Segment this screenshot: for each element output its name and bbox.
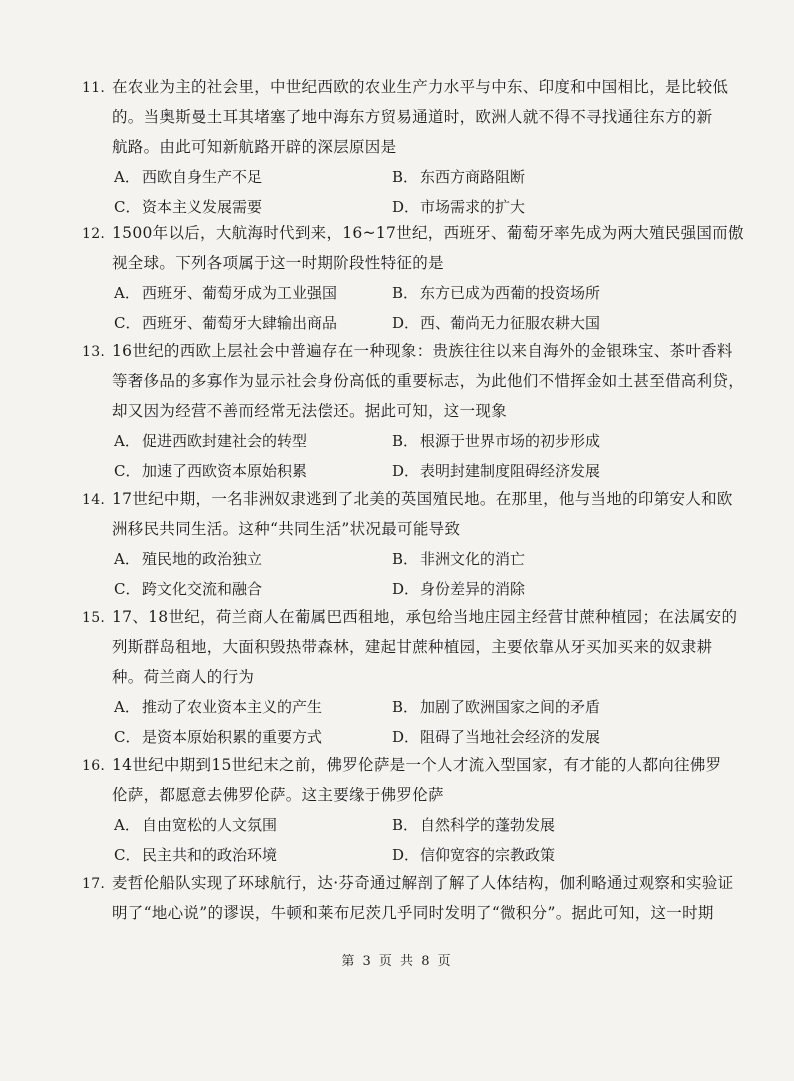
option-c[interactable]: C． 民主共和的政治环境	[114, 846, 278, 864]
question-13	[82, 336, 745, 486]
option-a[interactable]: A． 殖民地的政治独立	[114, 550, 263, 568]
question-stem-line: 却又因为经营不善而经常无法偿还。据此可知，这一现象	[112, 402, 508, 420]
question-stem-line: 13. 16世纪的西欧上层社会中普遍存在一种现象：贵族往往以来自海外的金银珠宝、茶叶香料	[82, 336, 722, 366]
option-d[interactable]: D．表明封建制度阻碍经济发展	[392, 462, 601, 480]
option-b[interactable]: B． 非洲文化的消亡	[392, 550, 526, 568]
option-d[interactable]: D．西、葡尚无力征服农耕大国	[392, 314, 601, 332]
option-a[interactable]: A． 推动了农业资本主义的产生	[114, 698, 323, 716]
option-b[interactable]: B． 东方已成为西葡的投资场所	[392, 284, 601, 302]
option-row	[82, 426, 722, 456]
option-row	[82, 544, 722, 574]
question-number: 13.	[82, 344, 106, 360]
option-a[interactable]: A． 自由宽松的人文氛围	[114, 816, 278, 834]
question-stem-line: 15. 17、18世纪，荷兰商人在葡属巴西租地，承包给当地庄园主经营甘蔗种植园；在法属安的	[82, 602, 722, 632]
question-number: 17.	[82, 876, 106, 892]
option-row	[82, 456, 722, 486]
option-c[interactable]: C． 资本主义发展需要	[114, 198, 263, 216]
question-stem-line: 航路。由此可知新航路开辟的深层原因是	[112, 138, 397, 156]
question-stem-line: 11. 在农业为主的社会里，中世纪西欧的农业生产力水平与中东、印度和中国相比，是比较低	[82, 72, 722, 102]
question-stem-line: 视全球。下列各项属于这一时期阶段性特征的是	[112, 254, 444, 272]
option-d[interactable]: D．市场需求的扩大	[392, 198, 526, 216]
option-a[interactable]: A． 促进西欧封建社会的转型	[114, 432, 308, 450]
question-number: 16.	[82, 758, 106, 774]
question-number: 12.	[82, 226, 106, 242]
question-stem-line: 等奢侈品的多寡作为显示社会身份高低的重要标志，为此他们不惜挥金如土甚至借高利贷，	[112, 372, 745, 390]
question-16	[82, 750, 722, 870]
option-row	[82, 692, 722, 722]
option-c[interactable]: C． 西班牙、葡萄牙大肆输出商品	[114, 314, 338, 332]
option-c[interactable]: C． 加速了西欧资本原始积累	[114, 462, 308, 480]
option-row	[82, 722, 722, 752]
page-footer: 第 3 页 共 8 页	[341, 954, 453, 969]
question-stem-line: 洲移民共同生活。这种“共同生活”状况最可能导致	[112, 520, 461, 538]
option-row	[82, 162, 722, 192]
question-number: 11.	[82, 80, 106, 96]
question-stem-line: 的。当奥斯曼土耳其堵塞了地中海东方贸易通道时，欧洲人就不得不寻找通往东方的新	[112, 108, 713, 126]
option-row	[82, 308, 722, 338]
question-17	[82, 868, 734, 928]
question-stem-line: 列斯群岛租地，大面积毁热带森林，建起甘蔗种植园，主要依靠从牙买加买来的奴隶耕	[112, 638, 713, 656]
option-b[interactable]: B． 加剧了欧洲国家之间的矛盾	[392, 698, 601, 716]
option-row	[82, 278, 722, 308]
question-stem-line: 17. 麦哲伦船队实现了环球航行，达·芬奇通过解剖了解了人体结构，伽利略通过观察和实验证	[82, 868, 722, 898]
question-12	[82, 218, 744, 338]
option-row	[82, 574, 722, 604]
question-15	[82, 602, 738, 752]
question-number: 14.	[82, 492, 106, 508]
option-b[interactable]: B． 自然科学的蓬勃发展	[392, 816, 556, 834]
option-b[interactable]: B． 根源于世界市场的初步形成	[392, 432, 601, 450]
option-b[interactable]: B． 东西方商路阻断	[392, 168, 526, 186]
question-stem-line: 12. 1500年以后，大航海时代到来，16~17世纪，西班牙、葡萄牙率先成为两大殖民强国而傲	[82, 218, 722, 248]
question-11	[82, 72, 729, 222]
question-number: 15.	[82, 610, 106, 626]
option-d[interactable]: D．信仰宽容的宗教政策	[392, 846, 556, 864]
option-c[interactable]: C． 跨文化交流和融合	[114, 580, 263, 598]
question-stem-line: 种。荷兰商人的行为	[112, 668, 255, 686]
option-a[interactable]: A． 西班牙、葡萄牙成为工业强国	[114, 284, 338, 302]
option-row	[82, 840, 722, 870]
option-d[interactable]: D．身份差异的消除	[392, 580, 526, 598]
question-stem-line: 16. 14世纪中期到15世纪末之前，佛罗伦萨是一个人才流入型国家，有才能的人都向往佛罗	[82, 750, 722, 780]
option-c[interactable]: C． 是资本原始积累的重要方式	[114, 728, 323, 746]
question-stem-line: 14. 17世纪中期，一名非洲奴隶逃到了北美的英国殖民地。在那里，他与当地的印第安人和欧	[82, 484, 722, 514]
question-stem-line: 伦萨，都愿意去佛罗伦萨。这主要缘于佛罗伦萨	[112, 786, 444, 804]
question-stem-line: 明了“地心说”的谬误，牛顿和莱布尼茨几乎同时发明了“微积分”。据此可知，这一时期	[112, 904, 714, 922]
option-d[interactable]: D．阻碍了当地社会经济的发展	[392, 728, 601, 746]
option-row	[82, 810, 722, 840]
option-a[interactable]: A． 西欧自身生产不足	[114, 168, 263, 186]
question-14	[82, 484, 733, 604]
